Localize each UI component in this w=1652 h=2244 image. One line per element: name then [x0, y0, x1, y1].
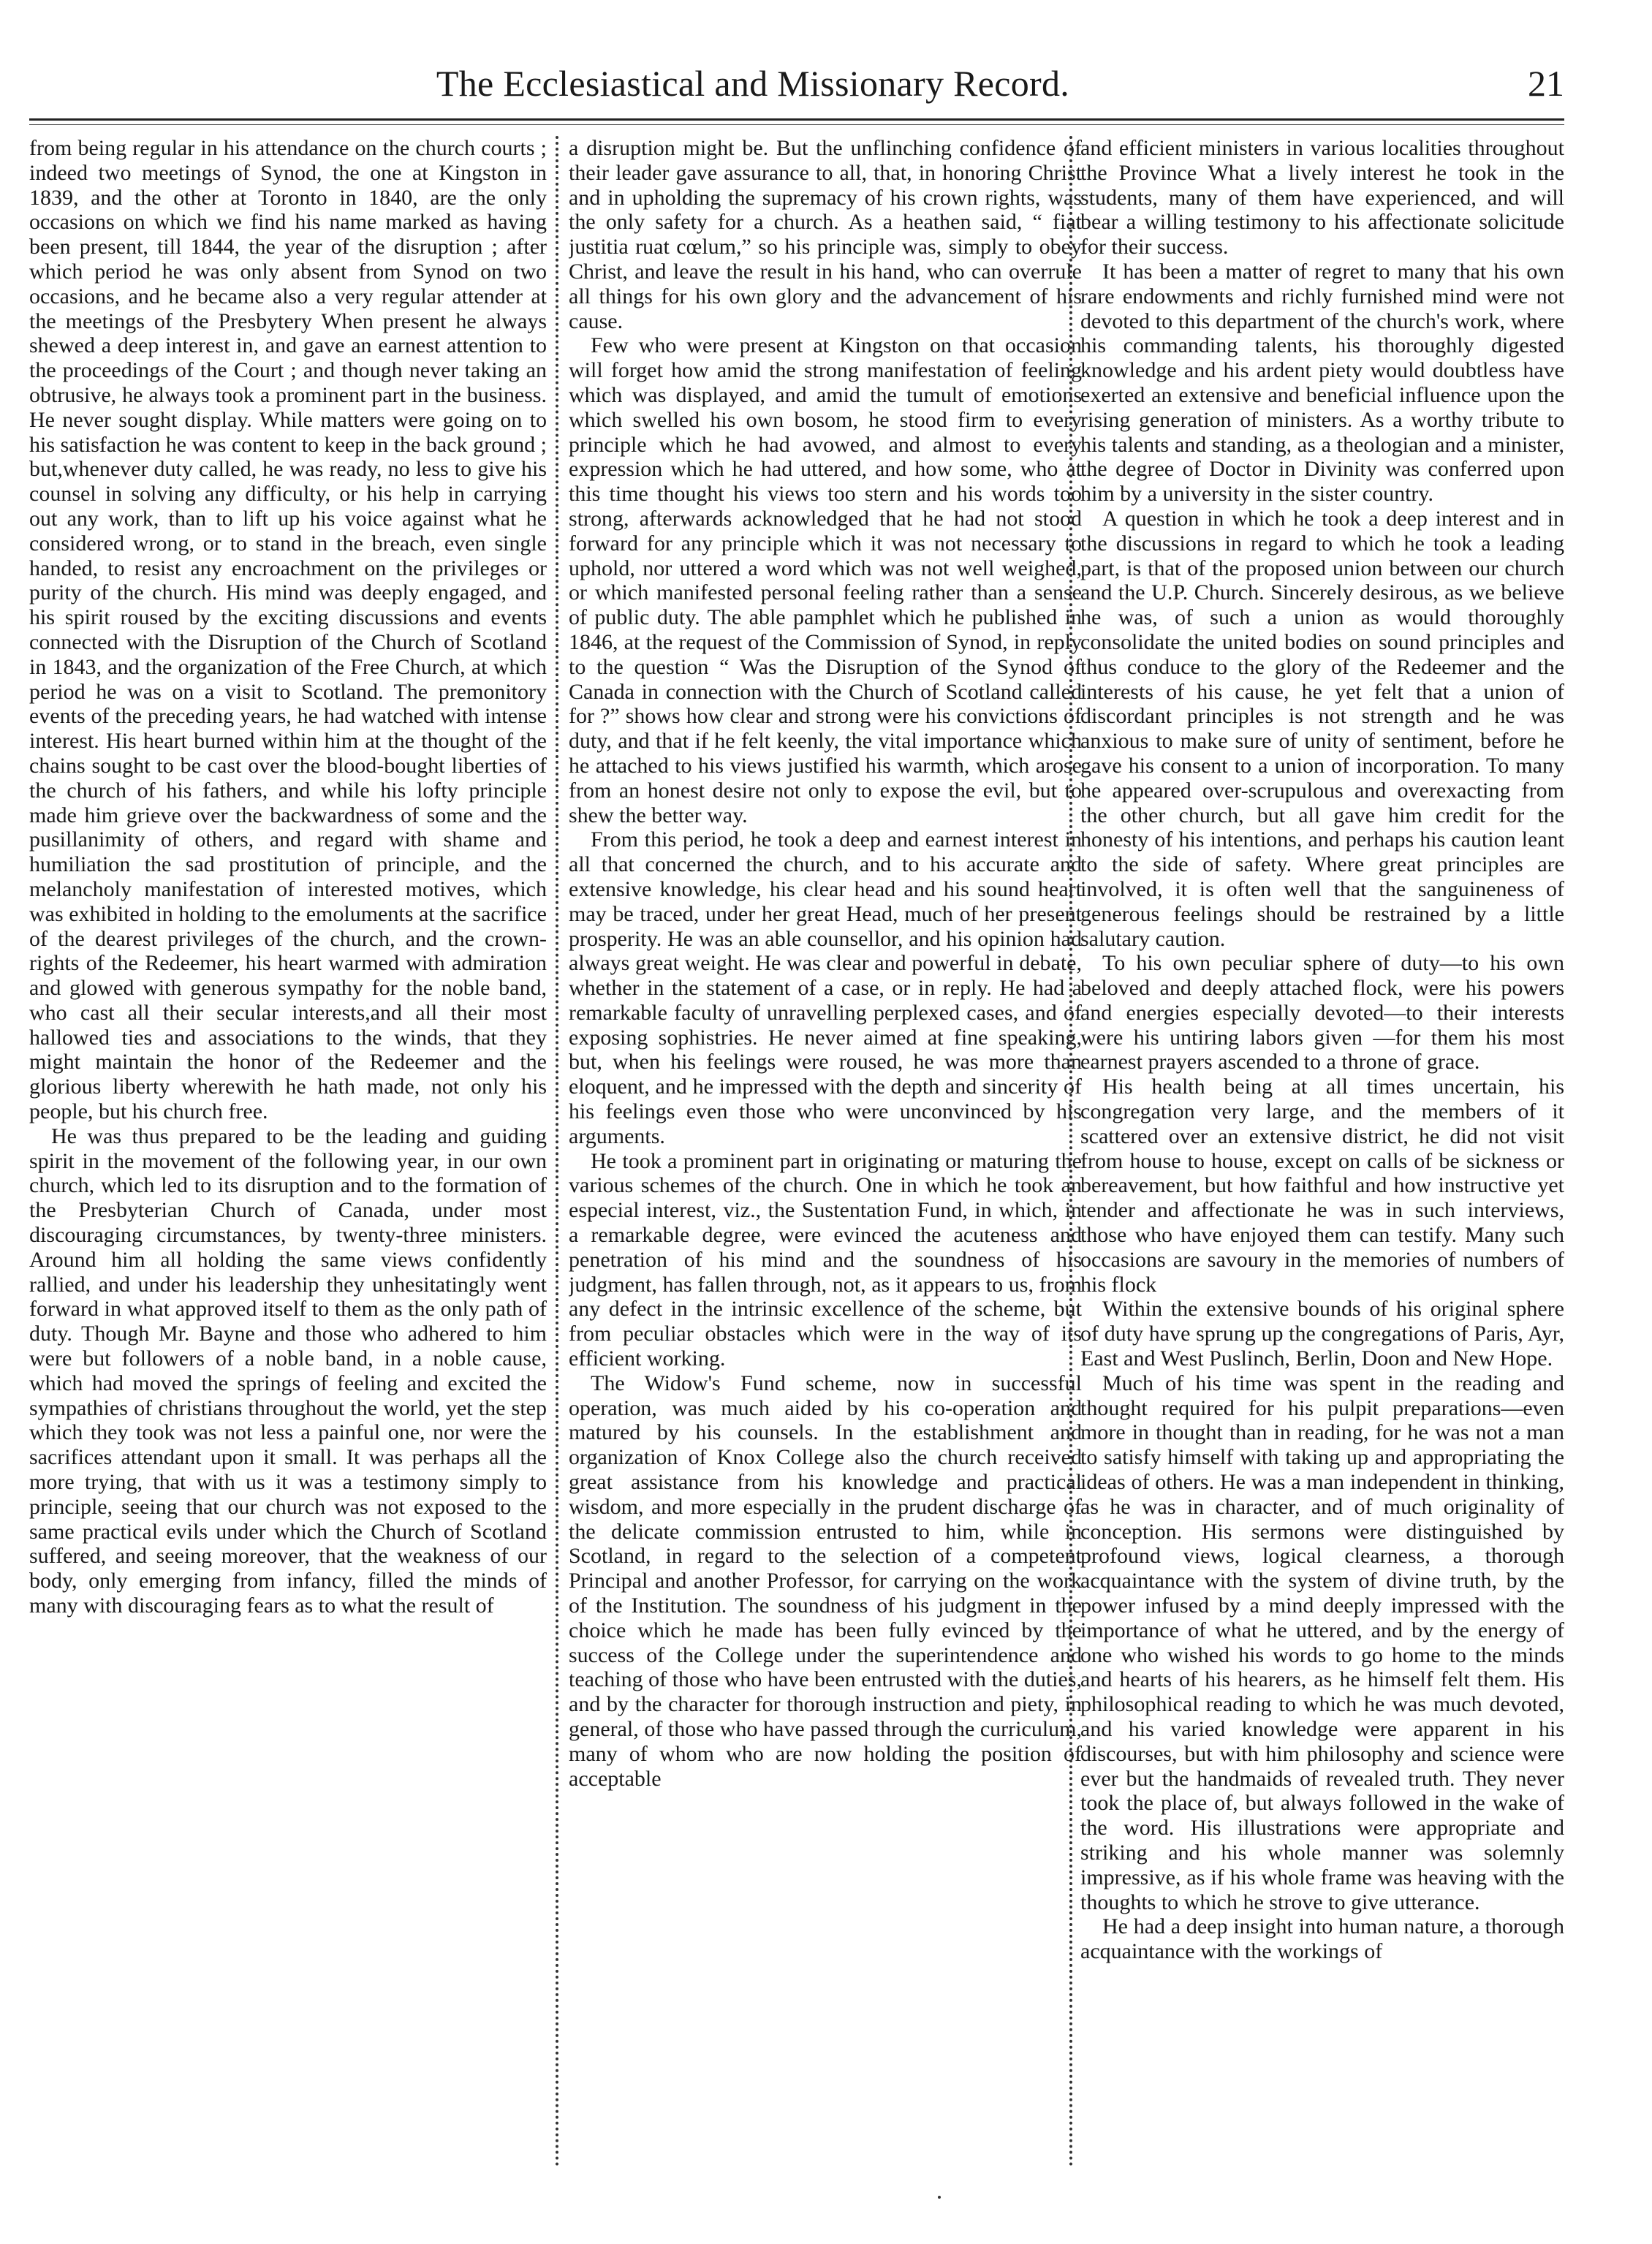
- paragraph: To his own peculiar sphere of duty—to his own beloved and deeply attached flock, were his powers and energies especially devoted—to their interests were his untiring labors given —for them his most earnest prayers ascended to a throne of grace.: [1080, 951, 1564, 1074]
- page-header: [29, 57, 1564, 115]
- paragraph: Within the extensive bounds of his original sphere of duty have sprung up the congregations of Paris, Ayr, East and West Puslinch, Berlin, Doon and New Hope.: [1080, 1297, 1564, 1371]
- paragraph: A question in which he took a deep interest and in the discussions in regard to which he took a leading part, is that of the proposed union between our church and the U.P. Church. Sincerely desirous, as we believe he was, of such a union as would thoroughly consolidate the united bodies on sound principles and thus conduce to the glory of the Redeemer and the interests of his cause, he yet felt that a union of discordant principles is not strength and he was anxious to make sure of unity of sentiment, before he gave his consent to a union of incorporation. To many he appeared over-scrupulous and overexacting from the other church, but all gave him credit for the honesty of his intentions, and perhaps his caution leant to the side of safety. Where great principles are involved, it is often well that the sanguineness of generous feelings should be restrained by a little salutary caution.: [1080, 506, 1564, 951]
- column-divider: [1069, 136, 1072, 2168]
- paragraph: Much of his time was spent in the reading and thought required for his pulpit preparations—even more in thought than in reading, for he was not a man to satisfy himself with taking up and appropriating the ideas of others. He was a man independent in thinking, as he was in character, and of much originality of conception. His sermons were distinguished by profound views, logical clearness, a thorough acquaintance with the system of divine truth, by the power infused by a mind deeply impressed with the importance of what he uttered, and by the energy of one who wished his words to go home to the minds and hearts of his hearers, as he himself felt them. His philosophical reading to which he was much devoted, and his varied knowledge were apparent in his discourses, but with him philosophy and science were ever but the handmaids of revealed truth. They never took the place of, but always followed in the wake of the word. His illustrations were appropriate and striking and his whole manner was solemnly impressive, as if his whole frame was heaving with the thoughts to which he strove to give utterance.: [1080, 1371, 1564, 1914]
- paragraph: From this period, he took a deep and earnest interest in all that concerned the church, and to his accurate and extensive knowledge, his clear head and his sound heart may be traced, under her great Head, much of her present prosperity. He was an able counsellor, and his opinion had always great weight. He was clear and powerful in debate, whether in the statement of a case, or in reply. He had a remarkable faculty of unravelling perplexed cases, and of exposing sophistries. He never aimed at fine speaking, but, when his feelings were roused, he was more than eloquent, and he impressed with the depth and sincerity of his feelings even those who were unconvinced by his arguments.: [569, 827, 1082, 1148]
- paragraph: a disruption might be. But the unflinching confidence of their leader gave assurance to all, that, in honoring Christ and in upholding the supremacy of his crown rights, was the only safety for a church. As a heathen said, “ fiat justitia ruat cœlum,” so his principle was, simply to obey Christ, and leave the result in his hand, who can overrule all things for his own glory and the advancement of his cause.: [569, 136, 1082, 333]
- paragraph: and efficient ministers in various localities throughout the Province What a lively interest he took in the students, many of them have experienced, and will bear a willing testimony to his affectionate solicitude for their success.: [1080, 136, 1564, 259]
- paragraph: He took a prominent part in originating or maturing the various schemes of the church. One in which he took an especial interest, viz., the Sustentation Fund, in which, in a remarkable degree, were evinced the acuteness and penetration of his mind and the soundness of his judgment, has fallen through, not, as it appears to us, from any defect in the intrinsic excellence of the scheme, but from peculiar obstacles which were in the way of its efficient working.: [569, 1148, 1082, 1371]
- paragraph: He was thus prepared to be the leading and guiding spirit in the movement of the following year, in our own church, which led to its disruption and to the formation of the Presbyterian Church of Canada, under most discouraging circumstances, by twenty-three ministers. Around him all holding the same views confidently rallied, and under his leadership they unhesitatingly went forward in what approved itself to them as the only path of duty. Though Mr. Bayne and those who adhered to him were but followers of a noble band, in a noble cause, which had moved the springs of feeling and excited the sympathies of christians throughout the world, yet the step which they took was not less a painful one, nor were the sacrifices attendant upon it small. It was perhaps all the more trying, that with us it was a testimony simply to principle, seeing that our church was not exposed to the same practical evils under which the Church of Scotland suffered, and seeing moreover, that the weakness of our body, only emerging from infancy, filled the minds of many with discouraging fears as to what the result of: [29, 1123, 547, 1618]
- text-column-1: [29, 136, 547, 2183]
- column-divider: [556, 136, 558, 2168]
- paragraph: He had a deep insight into human nature, a thorough acquaintance with the workings of: [1080, 1914, 1564, 1964]
- paragraph: from being regular in his attendance on the church courts ; indeed two meetings of Synod, the one at Kingston in 1839, and the other at Toronto in 1840, are the only occasions on which we find his name marked as having been present, till 1844, the year of the disruption ; after which period he was only absent from Synod on two occasions, and he became also a very regular attender at the meetings of the Presbytery When present he always shewed a deep interest in, and gave an earnest attention to the proceedings of the Court ; and though never taking an obtrusive, he always took a prominent part in the business. He never sought display. While matters were going on to his satisfaction he was content to keep in the back ground ; but,whenever duty called, he was ready, no less to give his counsel in solving any difficulty, or his help in carrying out any work, than to lift up his voice against what he considered wrong, or to stand in the breach, even single handed, to resist any encroachment on the privileges or purity of the church. His mind was deeply engaged, and his spirit roused by the exciting discussions and events connected with the Disruption of the Church of Scotland in 1843, and the organization of the Free Church, at which period he was on a visit to Scotland. The premonitory events of the preceding years, he had watched with intense interest. His heart burned within him at the thought of the chains sought to be cast over the blood-bought liberties of the church of his fathers, and while his lofty principle made him grieve over the backwardness of some and the pusillanimity of others, and regard with shame and humiliation the sad prostitution of principle, and the melancholy manifestation of interested motives, which was exhibited in holding to the emoluments at the sacrifice of the dearest privileges of the church, and the crown-rights of the Redeemer, his heart warmed with admiration and glowed with generous sympathy for the noble band, who cast all their secular interests,and all their most hallowed ties and associations to the winds, that they might maintain the honor of the Redeemer and the glorious liberty wherewith he hath made, not only his people, but his church free.: [29, 136, 547, 1124]
- paragraph: Few who were present at Kingston on that occasion will forget how amid the strong manifestation of feeling which was displayed, and amid the tumult of emotions which swelled his own bosom, he stood firm to every principle which he had avowed, and almost to every expression which he had uttered, and how some, who at this time thought his views too stern and his words too strong, afterwards acknowledged that he had not stood forward for any principle which it was not necessary to uphold, nor uttered a word which was not well weighed, or which manifested personal feeling rather than a sense of public duty. The able pamphlet which he published in 1846, at the request of the Commission of Synod, in reply to the question “ Was the Disruption of the Synod of Canada in connection with the Church of Scotland called for ?” shows how clear and strong were his convictions of duty, and that if he felt keenly, the vital importance which he attached to his views justified his warmth, which arose from an honest desire not only to expose the evil, but to shew the better way.: [569, 333, 1082, 827]
- paragraph: The Widow's Fund scheme, now in successful operation, was much aided by his co-operation and matured by his counsels. In the establishment and organization of Knox College also the church received great assistance from his knowledge and practical wisdom, and more especially in the prudent discharge of the delicate commission entrusted to him, while in Scotland, in regard to the selection of a competent Principal and another Professor, for carrying on the work of the Institution. The soundness of his judgment in the choice which he made has been fully evinced by the success of the College under the superintendence and teaching of those who have been entrusted with the duties, and by the character for thorough instruction and piety, in general, of those who have passed through the curriculum, many of whom who are now holding the position of acceptable: [569, 1371, 1082, 1791]
- page-number: 21: [1528, 63, 1564, 104]
- text-column-2: [569, 136, 1082, 2183]
- paragraph: His health being at all times uncertain, his congregation very large, and the members of it scattered over an extensive district, he did not visit from house to house, except on calls of be sickness or bereavement, but how faithful and how instructive yet tender and affectionate he was in such interviews, those who have enjoyed them can testify. Many such occasions are savoury in the memories of numbers of his flock: [1080, 1074, 1564, 1297]
- header-rule: [29, 118, 1564, 121]
- text-column-3: [1080, 136, 1564, 2183]
- print-speck: [938, 2196, 941, 2199]
- running-title: The Ecclesiastical and Missionary Record.: [436, 63, 1070, 104]
- paragraph: It has been a matter of regret to many that his own rare endowments and richly furnished mind were not devoted to this department of the church's work, where his commanding talents, his thoroughly digested knowledge and his ardent piety would doubtless have exerted an extensive and beneficial influence upon the rising generation of ministers. As a worthy tribute to his talents and standing, as a theologian and a minister, the degree of Doctor in Divinity was conferred upon him by a university in the sister country.: [1080, 259, 1564, 507]
- header-rule-thin: [29, 124, 1564, 125]
